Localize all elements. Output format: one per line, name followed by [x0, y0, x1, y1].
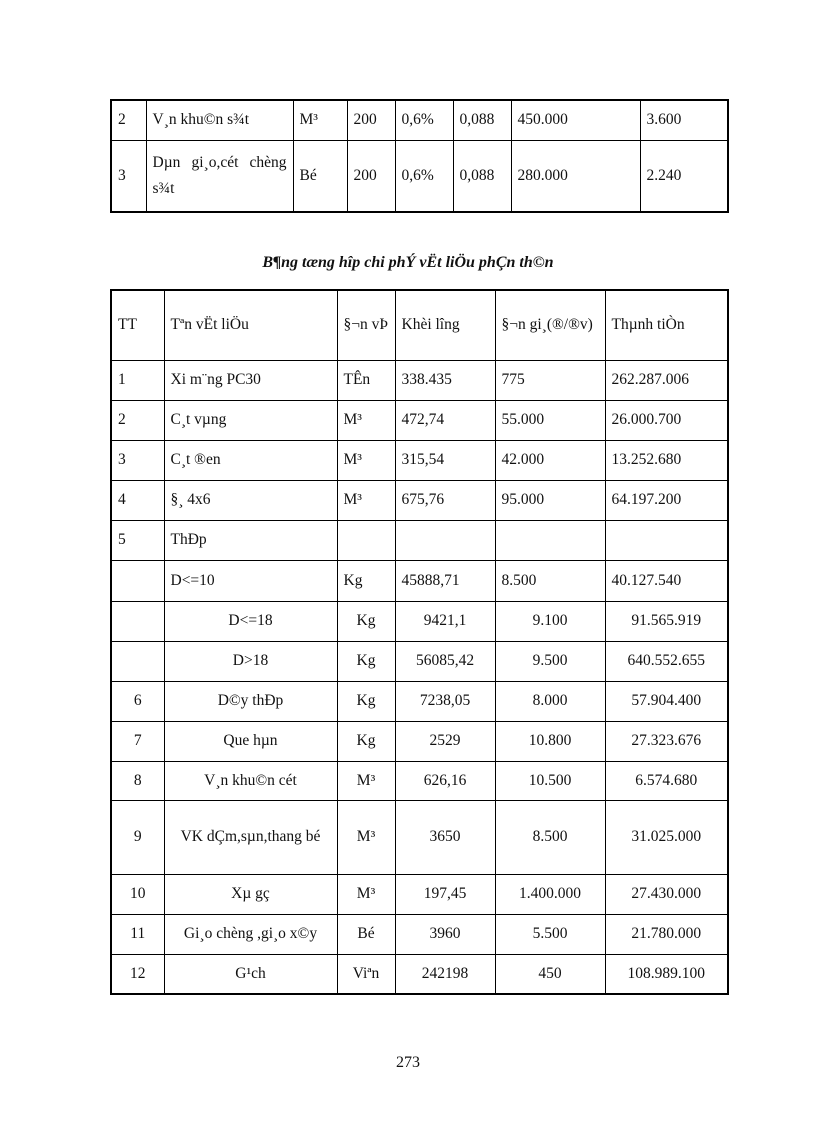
cell: M³	[337, 761, 395, 800]
cell: 6	[111, 681, 164, 721]
cell: 262.287.006	[605, 360, 728, 400]
table-row	[111, 914, 728, 954]
cell: 5	[111, 520, 164, 560]
cell: 42.000	[495, 440, 605, 480]
cell: TÊn	[337, 360, 395, 400]
cell: 675,76	[395, 480, 495, 520]
header-cell: TT	[111, 290, 164, 360]
cell	[111, 641, 164, 681]
cell: Bé	[337, 914, 395, 954]
header-cell: Thµnh tiÒn	[605, 290, 728, 360]
cell: V¸n khu©n cét	[164, 761, 337, 800]
cell: Kg	[337, 681, 395, 721]
cell	[605, 520, 728, 560]
cell: Bé	[293, 140, 347, 212]
cell: 9.500	[495, 641, 605, 681]
cell: 3650	[395, 800, 495, 874]
cell: Gi¸o chèng ,gi¸o x©y	[164, 914, 337, 954]
cell: Kg	[337, 560, 395, 601]
cell: 200	[347, 140, 395, 212]
table-row	[111, 721, 728, 761]
table-row	[111, 681, 728, 721]
cell: G¹ch	[164, 954, 337, 994]
cell: 2	[111, 400, 164, 440]
cell	[111, 601, 164, 641]
table-row	[111, 954, 728, 994]
cell: Que hµn	[164, 721, 337, 761]
cell: 27.430.000	[605, 874, 728, 914]
cell: 64.197.200	[605, 480, 728, 520]
cell: 10.500	[495, 761, 605, 800]
cell: 27.323.676	[605, 721, 728, 761]
cell: 1	[111, 360, 164, 400]
cell: 1.400.000	[495, 874, 605, 914]
table-row	[111, 440, 728, 480]
table-row	[111, 360, 728, 400]
cell: 6.574.680	[605, 761, 728, 800]
cell: C¸t vµng	[164, 400, 337, 440]
table-row	[111, 400, 728, 440]
cell: D>18	[164, 641, 337, 681]
cell: 31.025.000	[605, 800, 728, 874]
cell: M³	[337, 440, 395, 480]
table-row	[111, 641, 728, 681]
cell: 9.100	[495, 601, 605, 641]
cell: 7238,05	[395, 681, 495, 721]
cell: M³	[337, 400, 395, 440]
cell: M³	[293, 100, 347, 140]
cell: 10.800	[495, 721, 605, 761]
header-cell: §¬n vÞ	[337, 290, 395, 360]
cell	[395, 520, 495, 560]
cell: 0,6%	[395, 100, 453, 140]
cell: 11	[111, 914, 164, 954]
cell: 450	[495, 954, 605, 994]
cell: 315,54	[395, 440, 495, 480]
materials-table	[110, 289, 729, 995]
table-row	[111, 520, 728, 560]
cell: 95.000	[495, 480, 605, 520]
cell: Dµn gi¸o,cét chèng s¾t	[146, 140, 293, 212]
cell: 2	[111, 100, 146, 140]
cell: 280.000	[511, 140, 640, 212]
cell: 3.600	[640, 100, 728, 140]
cell: 626,16	[395, 761, 495, 800]
cell: M³	[337, 800, 395, 874]
cell: 13.252.680	[605, 440, 728, 480]
cell: ThÐp	[164, 520, 337, 560]
cell: 2.240	[640, 140, 728, 212]
cell: 2529	[395, 721, 495, 761]
table-row	[111, 140, 728, 212]
cell: 200	[347, 100, 395, 140]
cell: 91.565.919	[605, 601, 728, 641]
cell: Kg	[337, 721, 395, 761]
cell: D<=10	[164, 560, 337, 601]
cell: §¸ 4x6	[164, 480, 337, 520]
top-table	[110, 99, 729, 213]
cell: 3	[111, 140, 146, 212]
table-row	[111, 560, 728, 601]
cell: VK dÇm,sµn,thang bé	[164, 800, 337, 874]
table-row	[111, 480, 728, 520]
cell: 3	[111, 440, 164, 480]
cell: 338.435	[395, 360, 495, 400]
cell: 7	[111, 721, 164, 761]
cell: 8	[111, 761, 164, 800]
cell: D<=18	[164, 601, 337, 641]
cell: 26.000.700	[605, 400, 728, 440]
table-row	[111, 601, 728, 641]
cell: 108.989.100	[605, 954, 728, 994]
cell: V¸n khu©n s¾t	[146, 100, 293, 140]
cell: 12	[111, 954, 164, 994]
cell: 21.780.000	[605, 914, 728, 954]
cell: 0,088	[453, 100, 511, 140]
cell: Kg	[337, 641, 395, 681]
cell: 197,45	[395, 874, 495, 914]
cell: 8.500	[495, 560, 605, 601]
cell: 8.000	[495, 681, 605, 721]
cell: 56085,42	[395, 641, 495, 681]
cell: 0,088	[453, 140, 511, 212]
header-cell: Khèi lîng	[395, 290, 495, 360]
cell: 640.552.655	[605, 641, 728, 681]
cell	[495, 520, 605, 560]
cell: 8.500	[495, 800, 605, 874]
cell: 775	[495, 360, 605, 400]
cell: M³	[337, 480, 395, 520]
cell: 40.127.540	[605, 560, 728, 601]
cell: 450.000	[511, 100, 640, 140]
cell: 5.500	[495, 914, 605, 954]
cell: 9	[111, 800, 164, 874]
page-number: 273	[396, 1054, 420, 1071]
cell: Xµ gç	[164, 874, 337, 914]
cell: 3960	[395, 914, 495, 954]
header-row	[111, 290, 728, 360]
cell: 4	[111, 480, 164, 520]
cell	[337, 520, 395, 560]
cell: 55.000	[495, 400, 605, 440]
cell: D©y thÐp	[164, 681, 337, 721]
cell: 242198	[395, 954, 495, 994]
cell: 0,6%	[395, 140, 453, 212]
cell: Kg	[337, 601, 395, 641]
cell: 45888,71	[395, 560, 495, 601]
table-row	[111, 761, 728, 800]
table-title: B¶ng tæng hîp chi phÝ vËt liÖu phÇn th©n	[262, 254, 554, 271]
cell: 9421,1	[395, 601, 495, 641]
cell: 10	[111, 874, 164, 914]
header-cell: Tªn vËt liÖu	[164, 290, 337, 360]
cell: Xi m¨ng PC30	[164, 360, 337, 400]
cell: C¸t ®en	[164, 440, 337, 480]
cell: 472,74	[395, 400, 495, 440]
table-row	[111, 800, 728, 874]
cell: M³	[337, 874, 395, 914]
cell: 57.904.400	[605, 681, 728, 721]
table-row	[111, 100, 728, 140]
header-cell: §¬n gi¸(®/®v)	[495, 290, 605, 360]
cell: Viªn	[337, 954, 395, 994]
cell	[111, 560, 164, 601]
table-row	[111, 874, 728, 914]
